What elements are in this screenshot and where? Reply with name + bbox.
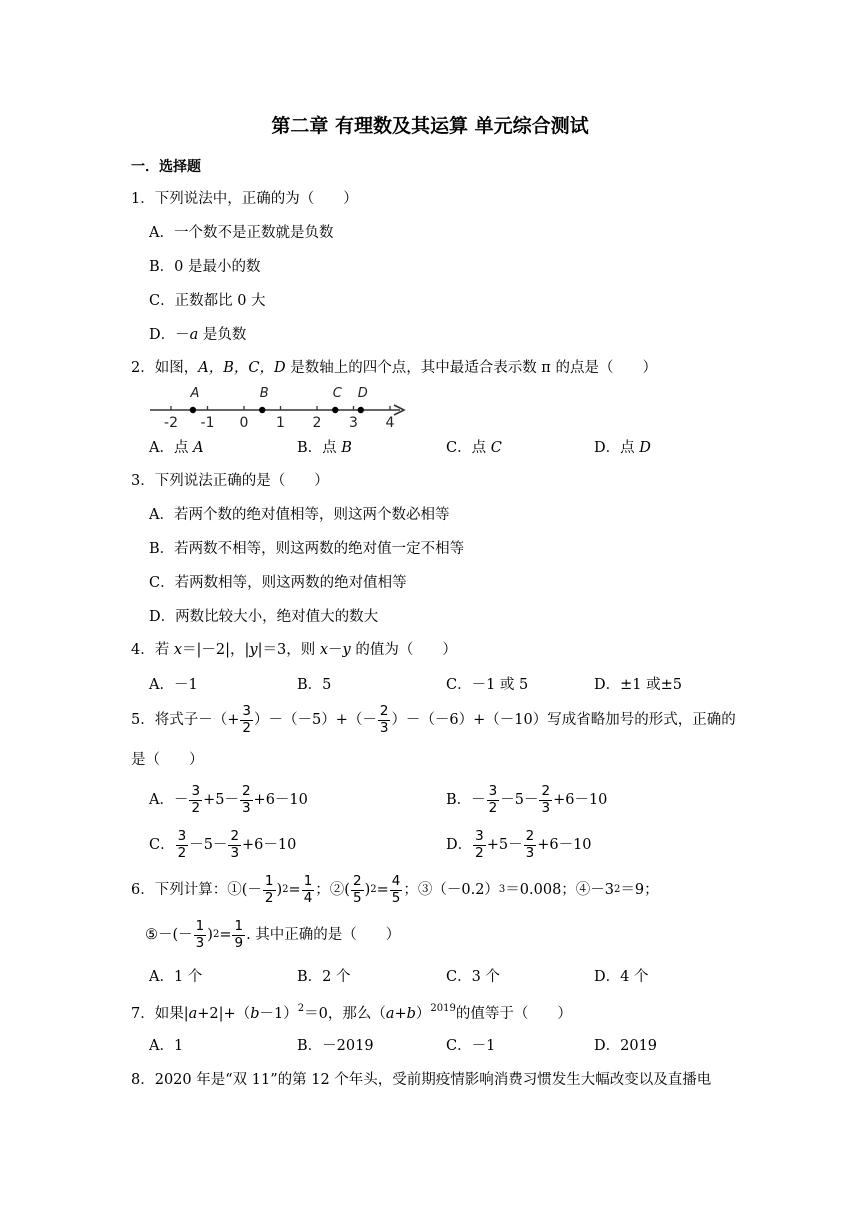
question-5-option-a: A．－ $\frac{3}{2}$ +5－ $\frac{2}{3}$ +6－10	[149, 783, 308, 816]
question-2-option-b: B．点 B	[297, 440, 352, 456]
number-line-point-label: D	[357, 386, 368, 401]
number-line-point-label: C	[332, 386, 342, 401]
number-line-point-label: A	[190, 386, 200, 401]
question-1-option-a: A．一个数不是正数就是负数	[149, 225, 334, 241]
question-2-option-c: C．点 C	[446, 440, 502, 456]
question-4-option-d: D．±1 或±5	[594, 677, 682, 693]
number-line-point-b	[259, 407, 265, 413]
number-line-tick-label: 2	[312, 415, 322, 430]
question-1-option-d: D．－a 是负数	[149, 327, 247, 343]
question-1-option-b: B．0 是最小的数	[149, 259, 261, 275]
question-1-stem: 1．下列说法中，正确的为（ ）	[131, 191, 358, 207]
question-7-option-b: B．－2019	[297, 1038, 374, 1054]
question-5-option-c: C． $\frac{3}{2}$ －5－ $\frac{2}{3}$ +6－10	[149, 828, 297, 861]
question-6-stem-line-2: ⑤ －(－ $\frac{1}{3}$ ) 2 = $\frac{1}{9}$ . 其中正确的是（ ）	[145, 918, 401, 951]
number-line-figure	[146, 382, 408, 430]
fraction-3-2: $\frac{3}{2}$	[242, 703, 251, 736]
number-line-tick-label: 1	[276, 415, 285, 430]
question-5-stem: 5．将式子－（+ $\frac{3}{2}$ ）－（－5）+（－ $\frac{2}{3}$ ）－（－6）+（－10）写成省略加号的形式，正确的	[131, 703, 736, 736]
question-4-stem: 4．若 x＝|－2|，|y|＝3，则 x－y 的值为（ ）	[131, 642, 457, 658]
question-7-stem: 7．如果$|a+2|+(b-1)^2=0$，那么$(a+b)^{2019}$的值等于（ ）	[131, 1003, 572, 1022]
number-line-point-d	[358, 407, 364, 413]
question-8-stem: 8．2020 年是“双 11”的第 12 个年头，受前期疫情影响消费习惯发生大幅改变以及直播电	[131, 1072, 712, 1088]
section-heading: 一．选择题	[131, 159, 201, 175]
number-line-point-a	[190, 407, 196, 413]
question-4-option-a: A．－1	[149, 677, 198, 693]
question-4-option-b: B．5	[297, 677, 332, 693]
question-3-option-a: A．若两个数的绝对值相等，则这两个数必相等	[149, 507, 450, 523]
page-title: 第二章 有理数及其运算 单元综合测试	[271, 115, 589, 137]
question-2-option-a: A．点 A	[149, 440, 204, 456]
question-6-option-a: A．1 个	[149, 969, 203, 985]
number-line-point-label: B	[259, 386, 269, 401]
fraction-2-3: $\frac{2}{3}$	[379, 703, 389, 736]
question-2-stem: 2．如图，A，B，C，D 是数轴上的四个点，其中最适合表示数 π 的点是（ ）	[131, 360, 657, 376]
question-6-stem: 6．下列计算：① (－ $\frac{1}{2}$ ) 2 = $\frac{1}{4}$ ；② ( $\frac{2}{5}$ ) 2 = $\frac{4}{5}$ ；③（－0.2） 3 ＝0.008；④－3 2 ＝9；	[131, 873, 659, 906]
question-3-stem: 3．下列说法正确的是（ ）	[131, 473, 329, 489]
question-4-option-c: C．－1 或 5	[446, 677, 529, 693]
number-line-tick-label: -2	[164, 415, 178, 430]
question-6-option-c: C．3 个	[446, 969, 500, 985]
question-7-option-a: A．1	[149, 1038, 184, 1054]
number-line-tick-label: -1	[200, 415, 215, 430]
question-6-option-d: D．4 个	[594, 969, 649, 985]
question-5-option-d: D． $\frac{3}{2}$ +5－ $\frac{2}{3}$ +6－10	[446, 828, 592, 861]
question-7-option-c: C．－1	[446, 1038, 496, 1054]
question-3-option-d: D．两数比较大小，绝对值大的数大	[149, 609, 379, 625]
question-7-option-d: D．2019	[594, 1038, 658, 1054]
number-line-tick-label: 3	[349, 415, 358, 430]
question-3-option-b: B．若两数不相等，则这两数的绝对值一定不相等	[149, 541, 465, 557]
question-1-option-c: C．正数都比 0 大	[149, 293, 266, 309]
question-5-option-b: B．－ $\frac{3}{2}$ －5－ $\frac{2}{3}$ +6－10	[446, 783, 608, 816]
number-line-point-c	[332, 407, 338, 413]
question-2-option-d: D．点 D	[594, 440, 651, 456]
number-line-tick-label: 0	[239, 415, 249, 430]
question-6-option-b: B．2 个	[297, 969, 351, 985]
question-3-option-c: C．若两数相等，则这两数的绝对值相等	[149, 575, 407, 591]
question-5-stem-line-2: 是（ ）	[131, 752, 204, 768]
number-line-tick-label: 4	[385, 415, 395, 430]
